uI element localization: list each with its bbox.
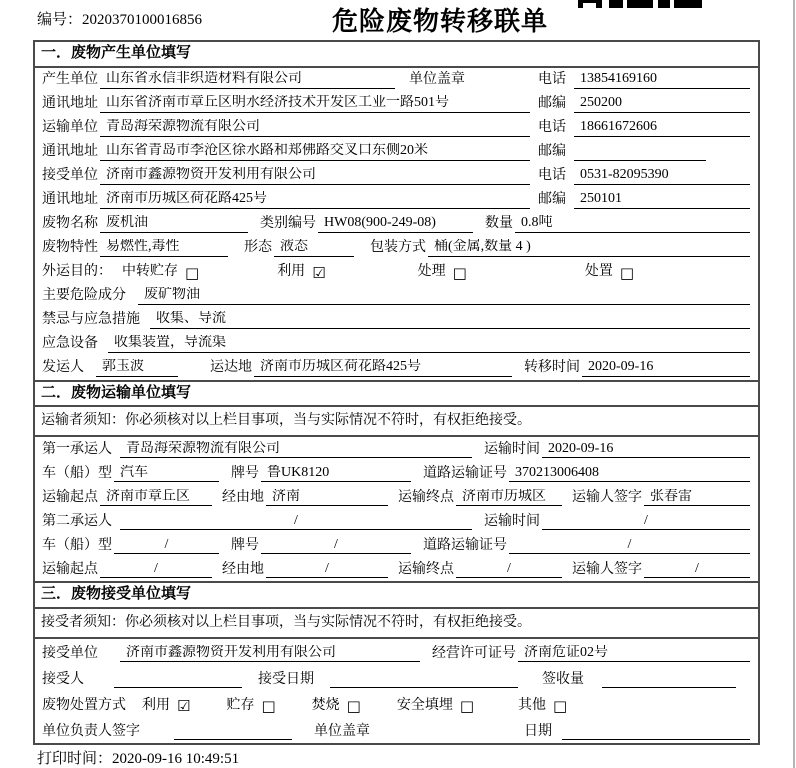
checkbox-checked-icon: ☑ bbox=[177, 697, 191, 716]
row-route-1 bbox=[35, 485, 758, 509]
option-label: 处理 bbox=[417, 264, 446, 280]
zip-label: 邮编 bbox=[538, 144, 566, 160]
license-field: 济南危证02号 bbox=[518, 645, 750, 662]
plate-label: 牌号 bbox=[231, 466, 259, 482]
print-timestamp bbox=[37, 747, 239, 768]
option-label: 贮存 bbox=[226, 698, 255, 714]
option-label: 中转贮存 bbox=[122, 264, 178, 280]
acceptor-field bbox=[114, 673, 242, 688]
unit-seal-label: 单位盖章 bbox=[409, 72, 465, 88]
checkbox-unchecked-icon: □ bbox=[553, 697, 568, 716]
receiver-label: 接受单位 bbox=[42, 168, 98, 184]
via-field: 济南 bbox=[266, 489, 388, 506]
route-end-field-2: / bbox=[456, 561, 562, 578]
route-end-label: 运输终点 bbox=[398, 562, 454, 578]
disposal-option-store bbox=[226, 698, 275, 714]
serial-value: 2020370100016856 bbox=[82, 12, 203, 28]
row-receiver bbox=[35, 164, 758, 188]
hazard-label: 主要危险成分 bbox=[42, 288, 126, 304]
checkbox-checked-icon: ☑ bbox=[312, 263, 326, 282]
first-carrier-label: 第一承运人 bbox=[42, 442, 112, 458]
waste-name-label: 废物名称 bbox=[42, 216, 98, 232]
section1-title: 一．废物产生单位填写 bbox=[35, 42, 758, 68]
row-first-carrier bbox=[35, 437, 758, 461]
first-carrier-field: 青岛海荣源物流有限公司 bbox=[120, 441, 472, 458]
taboo-label: 禁忌与应急措施 bbox=[42, 312, 140, 328]
checkbox-unchecked-icon: □ bbox=[261, 697, 276, 716]
option-label: 安全填埋 bbox=[396, 698, 453, 714]
checkbox-unchecked-icon: □ bbox=[619, 263, 635, 282]
carrier-sign-label: 运输人签字 bbox=[572, 562, 642, 578]
row-receiver-address bbox=[35, 188, 758, 212]
phone-label: 电话 bbox=[538, 120, 566, 136]
row-taboo-measures bbox=[35, 308, 758, 332]
carrier-sign-field-2: / bbox=[644, 561, 750, 578]
plate-label: 牌号 bbox=[231, 538, 259, 554]
carrier-sign-label: 运输人签字 bbox=[572, 490, 642, 506]
producer-value-field: 山东省永信非织造材料有限公司 bbox=[100, 71, 395, 88]
transfer-time-field: 2020-09-16 bbox=[582, 359, 750, 376]
row-disposal-method bbox=[35, 691, 758, 717]
row-emergency-equipment bbox=[35, 332, 758, 356]
disposal-option-use bbox=[142, 698, 190, 714]
hazard-field: 废矿物油 bbox=[138, 287, 750, 304]
shipper-label: 发运人 bbox=[42, 360, 84, 376]
row-second-carrier bbox=[35, 509, 758, 533]
zip-label: 邮编 bbox=[538, 192, 566, 208]
vehicle-type-field-2: / bbox=[114, 537, 219, 554]
transporter-label: 运输单位 bbox=[42, 120, 98, 136]
receiver-notice: 接受者须知：你必须核对以上栏目事项，当与实际情况不符时，有权拒绝接受。 bbox=[35, 609, 758, 639]
row-producer-address bbox=[35, 92, 758, 116]
accept-date-label: 接受日期 bbox=[258, 672, 314, 688]
disposal-option-landfill bbox=[397, 698, 474, 714]
disposal-label: 废物处置方式 bbox=[42, 698, 126, 714]
waste-props-field: 易燃性,毒性 bbox=[100, 239, 228, 256]
receipt-qty-field bbox=[602, 673, 736, 688]
form-field: 液态 bbox=[274, 239, 354, 256]
taboo-field: 收集、导流 bbox=[150, 311, 750, 328]
destination-label: 运达地 bbox=[210, 360, 252, 376]
row-acceptor bbox=[35, 665, 758, 691]
route-end-label: 运输终点 bbox=[398, 490, 454, 506]
option-label: 处置 bbox=[584, 264, 613, 280]
row-route-2 bbox=[35, 557, 758, 581]
print-time-label: 打印时间： bbox=[37, 751, 113, 767]
quantity-label: 数量 bbox=[485, 216, 513, 232]
carrier-sign-field: 张春雷 bbox=[644, 489, 750, 506]
transporter-value-field: 青岛海荣源物流有限公司 bbox=[100, 119, 530, 136]
route-start-field: 济南市章丘区 bbox=[100, 489, 212, 506]
vehicle-type-label: 车（船）型 bbox=[42, 466, 112, 482]
serial-label: 编号： bbox=[37, 12, 83, 28]
transporter-phone-field: 18661672606 bbox=[574, 119, 750, 136]
manifest-form bbox=[33, 40, 760, 745]
accept-unit-field: 济南市鑫源物资开发利用有限公司 bbox=[120, 645, 420, 662]
equipment-field: 收集装置，导流渠 bbox=[108, 335, 750, 352]
receiver-zip-field: 250101 bbox=[574, 191, 750, 208]
phone-label: 电话 bbox=[538, 72, 566, 88]
purpose-label: 外运目的： bbox=[42, 264, 112, 280]
producer-label: 产生单位 bbox=[42, 72, 98, 88]
route-start-label: 运输起点 bbox=[42, 562, 98, 578]
transport-time-label: 运输时间 bbox=[484, 442, 540, 458]
accept-unit-label: 接受单位 bbox=[42, 646, 98, 662]
qr-block bbox=[609, 0, 623, 8]
acceptor-label: 接受人 bbox=[42, 672, 84, 688]
transporter-address-field: 山东省青岛市李沧区徐水路和郑佛路交叉口东侧20米 bbox=[100, 143, 530, 160]
checkbox-unchecked-icon: □ bbox=[185, 263, 200, 282]
option-label: 利用 bbox=[142, 698, 170, 714]
route-end-field: 济南市历城区 bbox=[456, 489, 562, 506]
vehicle-type-field: 汽车 bbox=[114, 465, 219, 482]
checkbox-unchecked-icon: □ bbox=[452, 263, 467, 282]
road-permit-label: 道路运输证号 bbox=[423, 538, 507, 554]
date-field bbox=[562, 725, 750, 740]
page-title: 危险废物转移联单 bbox=[331, 7, 548, 36]
purpose-option-treat bbox=[418, 264, 467, 280]
phone-label: 电话 bbox=[538, 168, 566, 184]
option-label: 利用 bbox=[277, 264, 306, 280]
second-carrier-label: 第二承运人 bbox=[42, 514, 112, 530]
receipt-qty-label: 签收量 bbox=[542, 672, 584, 688]
row-waste-name bbox=[35, 212, 758, 236]
second-carrier-field: / bbox=[120, 513, 472, 530]
responsible-sign-label: 单位负责人签字 bbox=[42, 724, 140, 740]
producer-zip-field: 250200 bbox=[574, 95, 750, 112]
row-accept-unit bbox=[35, 639, 758, 665]
row-vehicle-1 bbox=[35, 461, 758, 485]
transport-time-label: 运输时间 bbox=[484, 514, 540, 530]
packing-field: 桶(金属,数量 4 ) bbox=[428, 239, 750, 256]
row-transporter bbox=[35, 116, 758, 140]
section2-title: 二．废物运输单位填写 bbox=[35, 380, 758, 408]
qr-block bbox=[578, 0, 602, 8]
page-right-edge bbox=[793, 0, 795, 768]
road-permit-field-2: / bbox=[509, 537, 750, 554]
disposal-option-incinerate bbox=[312, 698, 361, 714]
row-transfer-purpose bbox=[35, 260, 758, 284]
shipper-field: 郭玉波 bbox=[96, 359, 178, 376]
row-producer bbox=[35, 68, 758, 92]
address-label: 通讯地址 bbox=[42, 192, 98, 208]
receiver-value-field: 济南市鑫源物资开发利用有限公司 bbox=[100, 167, 530, 184]
packing-label: 包装方式 bbox=[370, 240, 426, 256]
qr-block bbox=[674, 0, 702, 8]
producer-phone-field: 13854169160 bbox=[574, 71, 750, 88]
row-vehicle-2 bbox=[35, 533, 758, 557]
zip-label: 邮编 bbox=[538, 96, 566, 112]
transport-time-field-2: / bbox=[542, 513, 750, 530]
unit-seal-label: 单位盖章 bbox=[314, 724, 370, 740]
address-label: 通讯地址 bbox=[42, 96, 98, 112]
row-shipper bbox=[35, 356, 758, 380]
via-field-2: / bbox=[266, 561, 388, 578]
address-label: 通讯地址 bbox=[42, 144, 98, 160]
disposal-option-other bbox=[518, 698, 567, 714]
option-label: 焚烧 bbox=[311, 698, 340, 714]
form-label: 形态 bbox=[244, 240, 272, 256]
destination-field: 济南市历城区荷花路425号 bbox=[254, 359, 512, 376]
transport-time-field: 2020-09-16 bbox=[542, 441, 750, 458]
route-start-label: 运输起点 bbox=[42, 490, 98, 506]
vehicle-type-label: 车（船）型 bbox=[42, 538, 112, 554]
qr-block bbox=[627, 0, 653, 8]
waste-name-field: 废机油 bbox=[100, 215, 248, 232]
plate-field-2: / bbox=[261, 537, 411, 554]
row-responsible-signature bbox=[35, 717, 758, 743]
checkbox-unchecked-icon: □ bbox=[459, 697, 475, 716]
purpose-option-dispose bbox=[585, 264, 634, 280]
road-permit-field: 370213006408 bbox=[509, 465, 750, 482]
waste-props-label: 废物特性 bbox=[42, 240, 98, 256]
route-start-field-2: / bbox=[100, 561, 212, 578]
via-label: 经由地 bbox=[222, 490, 264, 506]
road-permit-label: 道路运输证号 bbox=[423, 466, 507, 482]
license-label: 经营许可证号 bbox=[432, 646, 516, 662]
transporter-zip-field bbox=[574, 146, 706, 161]
responsible-sign-field bbox=[174, 725, 292, 740]
receiver-phone-field: 0531-82095390 bbox=[574, 167, 750, 184]
print-time-value: 2020-09-16 10:49:51 bbox=[112, 751, 240, 767]
option-label: 其他 bbox=[518, 698, 547, 714]
plate-field: 鲁UK8120 bbox=[261, 465, 411, 482]
equipment-label: 应急设备 bbox=[42, 336, 98, 352]
quantity-field: 0.8吨 bbox=[515, 215, 750, 232]
transporter-notice: 运输者须知：你必须核对以上栏目事项，当与实际情况不符时，有权拒绝接受。 bbox=[35, 407, 758, 437]
checkbox-unchecked-icon: □ bbox=[346, 697, 361, 716]
transfer-time-label: 转移时间 bbox=[524, 360, 580, 376]
accept-date-field bbox=[330, 673, 518, 688]
purpose-option-storage bbox=[122, 264, 199, 280]
section3-title: 三．废物接受单位填写 bbox=[35, 581, 758, 609]
row-hazard-components bbox=[35, 284, 758, 308]
receiver-address-field: 济南市历城区荷花路425号 bbox=[100, 191, 530, 208]
producer-address-field: 山东省济南市章丘区明水经济技术开发区工业一路501号 bbox=[100, 95, 530, 112]
qr-block bbox=[658, 0, 670, 8]
row-transporter-address bbox=[35, 140, 758, 164]
via-label: 经由地 bbox=[222, 562, 264, 578]
category-field: HW08(900-249-08) bbox=[318, 215, 473, 232]
date-label: 日期 bbox=[524, 724, 552, 740]
category-label: 类别编号 bbox=[260, 216, 316, 232]
purpose-option-use bbox=[277, 264, 325, 280]
qr-code-icon bbox=[578, 0, 702, 9]
row-waste-properties bbox=[35, 236, 758, 260]
